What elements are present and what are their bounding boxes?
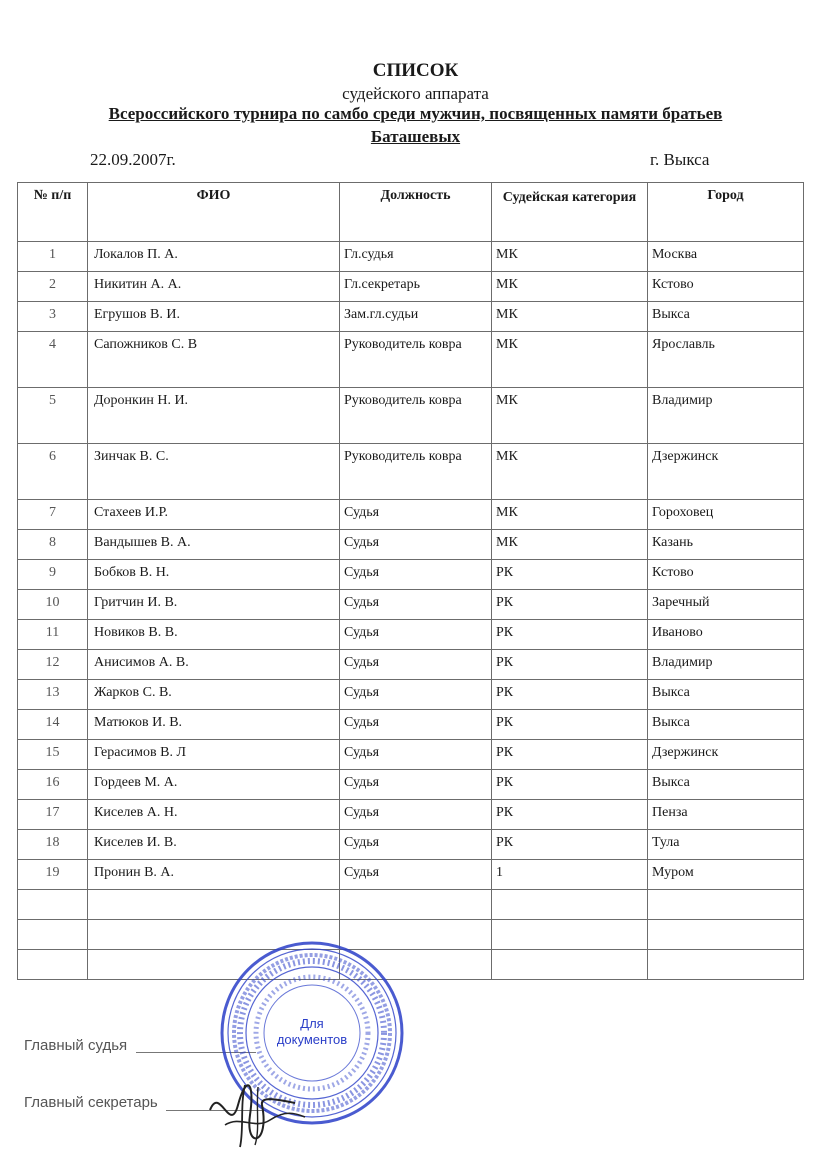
row-category: РК xyxy=(492,650,648,680)
document-title: СПИСОК xyxy=(372,60,459,81)
row-role: Руководитель ковра xyxy=(340,332,492,388)
header-role: Должность xyxy=(340,183,492,242)
row-number: 11 xyxy=(18,620,88,650)
row-role: Судья xyxy=(340,560,492,590)
row-category: МК xyxy=(492,444,648,500)
row-category: РК xyxy=(492,560,648,590)
row-fio: Гритчин И. В. xyxy=(88,590,340,620)
row-number: 16 xyxy=(18,770,88,800)
row-fio: Вандышев В. А. xyxy=(88,530,340,560)
row-fio: Матюков И. В. xyxy=(88,710,340,740)
table-row xyxy=(18,740,804,770)
table-row xyxy=(18,680,804,710)
row-number: 3 xyxy=(18,302,88,332)
table-body xyxy=(18,242,804,980)
row-city: Казань xyxy=(648,530,804,560)
stamp-center-line2: документов xyxy=(276,1032,348,1047)
row-city: Заречный xyxy=(648,590,804,620)
table-row xyxy=(18,590,804,620)
empty-row xyxy=(18,890,804,920)
row-number: 7 xyxy=(18,500,88,530)
row-city: Ярославль xyxy=(648,332,804,388)
table-row xyxy=(18,302,804,332)
document-city: г. Выкса xyxy=(650,150,710,169)
row-number: 14 xyxy=(18,710,88,740)
table-row xyxy=(18,444,804,500)
row-fio: Герасимов В. Л xyxy=(88,740,340,770)
row-fio: Пронин В. А. xyxy=(88,860,340,890)
row-number: 12 xyxy=(18,650,88,680)
row-fio: Бобков В. Н. xyxy=(88,560,340,590)
row-role: Судья xyxy=(340,680,492,710)
row-city: Выкса xyxy=(648,770,804,800)
row-role: Зам.гл.судьи xyxy=(340,302,492,332)
row-category: РК xyxy=(492,590,648,620)
row-city: Кстово xyxy=(648,560,804,590)
table-row xyxy=(18,710,804,740)
row-category: РК xyxy=(492,680,648,710)
chief-secretary-label: Главный секретарь xyxy=(24,1094,158,1111)
row-fio: Гордеев М. А. xyxy=(88,770,340,800)
row-fio: Анисимов А. В. xyxy=(88,650,340,680)
row-category: МК xyxy=(492,272,648,302)
row-fio: Киселев И. В. xyxy=(88,830,340,860)
table-row xyxy=(18,860,804,890)
row-role: Судья xyxy=(340,740,492,770)
row-category: МК xyxy=(492,388,648,444)
row-city: Муром xyxy=(648,860,804,890)
empty-row xyxy=(18,950,804,980)
row-number: 2 xyxy=(18,272,88,302)
row-role: Судья xyxy=(340,800,492,830)
table-row xyxy=(18,500,804,530)
row-category: РК xyxy=(492,740,648,770)
row-fio: Новиков В. В. xyxy=(88,620,340,650)
row-category: РК xyxy=(492,710,648,740)
event-name-line1: Всероссийского турнира по самбо среди мужчин, посвященных памяти братьев xyxy=(108,104,723,123)
handwritten-signature xyxy=(200,1075,310,1150)
row-city: Дзержинск xyxy=(648,740,804,770)
row-city: Владимир xyxy=(648,650,804,680)
row-number: 6 xyxy=(18,444,88,500)
row-category: МК xyxy=(492,302,648,332)
row-role: Судья xyxy=(340,770,492,800)
row-number: 15 xyxy=(18,740,88,770)
document-date: 22.09.2007г. xyxy=(90,150,176,169)
table-row xyxy=(18,770,804,800)
row-number: 4 xyxy=(18,332,88,388)
table-row xyxy=(18,800,804,830)
row-city: Кстово xyxy=(648,272,804,302)
row-fio: Доронкин Н. И. xyxy=(88,388,340,444)
event-name-line2: Баташевых xyxy=(370,127,461,146)
row-role: Судья xyxy=(340,830,492,860)
row-number: 10 xyxy=(18,590,88,620)
row-role: Гл.секретарь xyxy=(340,272,492,302)
row-number: 19 xyxy=(18,860,88,890)
judges-table xyxy=(17,182,804,980)
row-category: РК xyxy=(492,770,648,800)
row-number: 17 xyxy=(18,800,88,830)
row-city: Москва xyxy=(648,242,804,272)
row-role: Судья xyxy=(340,650,492,680)
stamp-center-line1: Для xyxy=(300,1016,324,1031)
table-row xyxy=(18,620,804,650)
row-number: 5 xyxy=(18,388,88,444)
table-row xyxy=(18,242,804,272)
row-city: Выкса xyxy=(648,302,804,332)
table-header-row xyxy=(18,183,804,242)
row-number: 18 xyxy=(18,830,88,860)
row-number: 13 xyxy=(18,680,88,710)
row-city: Пенза xyxy=(648,800,804,830)
row-city: Выкса xyxy=(648,710,804,740)
row-category: РК xyxy=(492,620,648,650)
row-city: Иваново xyxy=(648,620,804,650)
table-row xyxy=(18,272,804,302)
row-role: Руководитель ковра xyxy=(340,388,492,444)
empty-row xyxy=(18,920,804,950)
header-category: Судейская категория xyxy=(492,183,648,242)
row-city: Выкса xyxy=(648,680,804,710)
row-fio: Стахеев И.Р. xyxy=(88,500,340,530)
row-number: 1 xyxy=(18,242,88,272)
row-category: МК xyxy=(492,242,648,272)
header-num: № п/п xyxy=(18,183,88,242)
row-category: МК xyxy=(492,332,648,388)
row-number: 9 xyxy=(18,560,88,590)
row-city: Тула xyxy=(648,830,804,860)
row-role: Судья xyxy=(340,620,492,650)
row-category: МК xyxy=(492,500,648,530)
table-row xyxy=(18,388,804,444)
table-row xyxy=(18,530,804,560)
document-subtitle: судейского аппарата xyxy=(342,84,489,103)
row-role: Судья xyxy=(340,710,492,740)
row-role: Судья xyxy=(340,860,492,890)
row-role: Судья xyxy=(340,500,492,530)
table-row xyxy=(18,560,804,590)
row-fio: Сапожников С. В xyxy=(88,332,340,388)
row-city: Гороховец xyxy=(648,500,804,530)
table-row xyxy=(18,830,804,860)
chief-judge-label: Главный судья xyxy=(24,1037,128,1054)
row-fio: Жарков С. В. xyxy=(88,680,340,710)
row-number: 8 xyxy=(18,530,88,560)
row-city: Владимир xyxy=(648,388,804,444)
table-row xyxy=(18,332,804,388)
row-role: Судья xyxy=(340,590,492,620)
row-role: Руководитель ковра xyxy=(340,444,492,500)
table-row xyxy=(18,650,804,680)
header-city: Город xyxy=(648,183,804,242)
row-category: МК xyxy=(492,530,648,560)
row-fio: Зинчак В. С. xyxy=(88,444,340,500)
row-role: Судья xyxy=(340,530,492,560)
header-fio: ФИО xyxy=(88,183,340,242)
row-fio: Локалов П. А. xyxy=(88,242,340,272)
row-fio: Киселев А. Н. xyxy=(88,800,340,830)
row-city: Дзержинск xyxy=(648,444,804,500)
row-category: 1 xyxy=(492,860,648,890)
row-fio: Егрушов В. И. xyxy=(88,302,340,332)
row-category: РК xyxy=(492,800,648,830)
row-role: Гл.судья xyxy=(340,242,492,272)
row-fio: Никитин А. А. xyxy=(88,272,340,302)
row-category: РК xyxy=(492,830,648,860)
